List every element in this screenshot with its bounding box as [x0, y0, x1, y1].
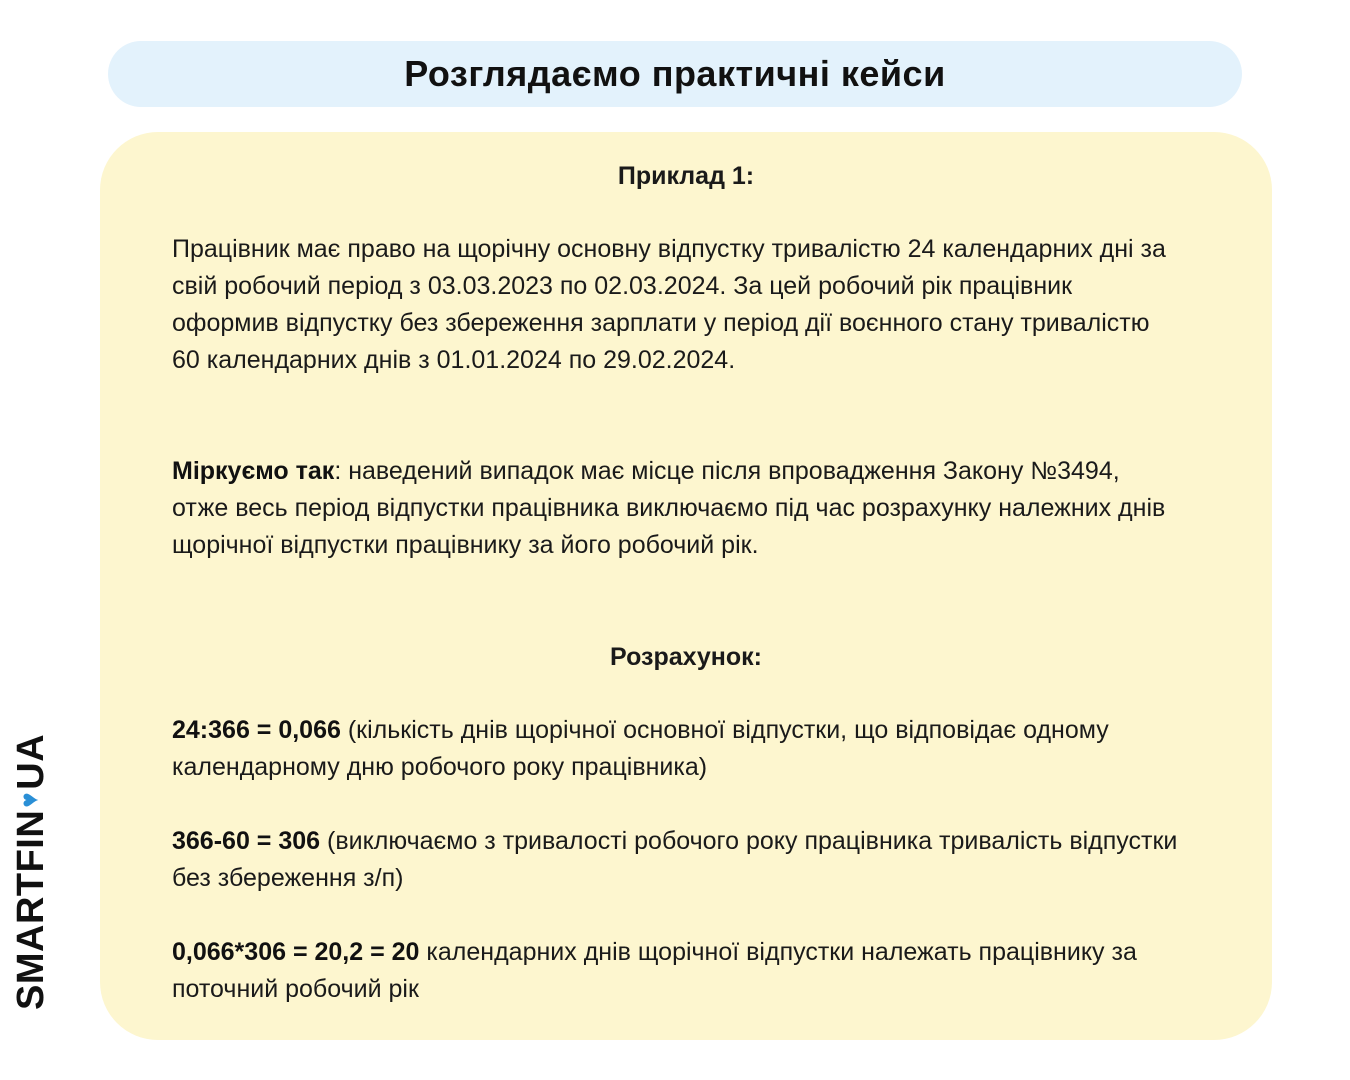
- calculation-title: Розрахунок:: [610, 643, 762, 671]
- example-title: Приклад 1:: [617, 162, 755, 190]
- heart-icon: ♥: [14, 791, 44, 808]
- header-banner: [108, 41, 1242, 107]
- calculation-step-2: [172, 823, 1182, 897]
- calculation-step-1: [172, 712, 1182, 786]
- calculation-formula-2: 366-60 = 306: [172, 827, 321, 855]
- calculation-formula-1: 24:366 = 0,066: [172, 716, 341, 744]
- calculation-note-2: (виключаємо з тривалості робочого року працівника тривалість відпустки без збереження з/п): [172, 827, 1178, 892]
- smartfin-logo: [10, 734, 53, 1010]
- reasoning-label: Міркуємо так: [172, 457, 335, 485]
- page-title: Розглядаємо практичні кейси: [404, 53, 946, 94]
- example-card: [100, 132, 1272, 1040]
- reasoning-paragraph: [172, 453, 1182, 564]
- example-description: Працівник має право на щорічну основну відпустку тривалістю 24 календарних дні за свій робочий період з 03.03.2023 по 02.03.2024. За цей робочий рік працівник оформив відпустку без збереження зарплати у період дії воєнного стану тривалістю 60 календарних днів з 01.01.2024 по 29.02.2024.: [172, 235, 1166, 374]
- calculation-step-3: [172, 934, 1182, 1008]
- calculation-note-1: (кількість днів щорічної основної відпустки, що відповідає одному календарному дню робочого року працівника): [172, 716, 1109, 781]
- logo-text-right: UA: [10, 733, 52, 790]
- calculation-formula-3: 0,066*306 = 20,2 = 20: [172, 938, 420, 966]
- reasoning-text: : наведений випадок має місце після впровадження Закону №3494, отже весь період відпустки працівника виключаємо під час розрахунку належних днів щорічної відпустки працівнику за його робочий рік.: [172, 457, 1166, 559]
- logo-text-left: SMARTFIN: [10, 809, 52, 1010]
- calculation-note-3: календарних днів щорічної відпустки належать працівнику за поточний робочий рік: [172, 938, 1137, 1003]
